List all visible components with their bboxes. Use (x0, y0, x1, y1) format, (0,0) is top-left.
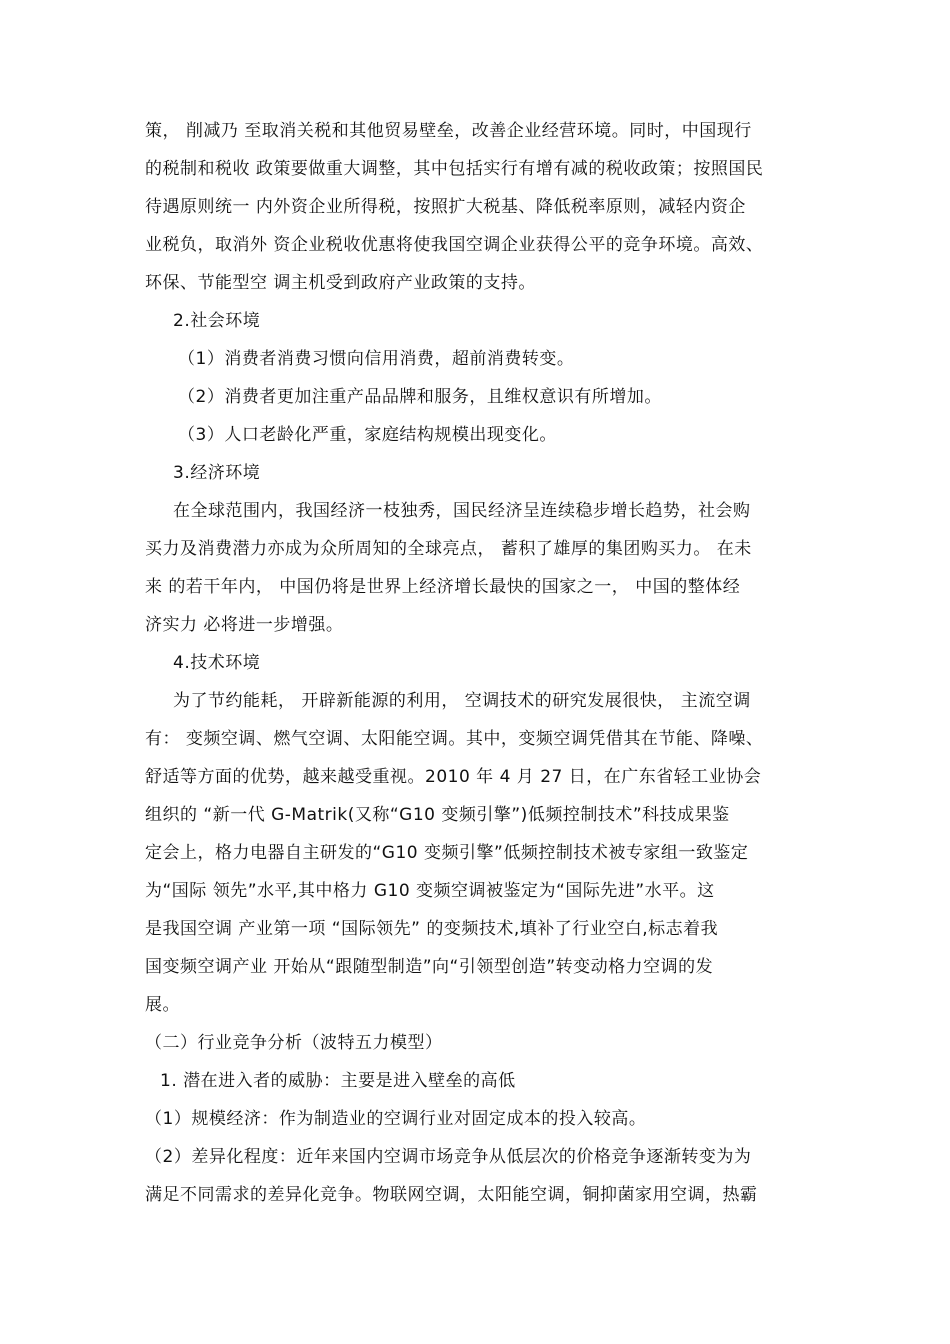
text-line: 买力及消费潜力亦成为众所周知的全球亮点， 蓄积了雄厚的集团购买力。 在未 (145, 539, 752, 559)
text-line: 展。 (145, 995, 180, 1015)
text-line: 济实力 必将进一步增强。 (145, 615, 344, 635)
text-line: 舒适等方面的优势，越来越受重视。2010 年 4 月 27 日，在广东省轻工业协会 (145, 767, 762, 787)
list-item: （2）差异化程度：近年来国内空调市场竞争从低层次的价格竞争逐渐转变为为 (145, 1147, 752, 1167)
list-item: （1）消费者消费习惯向信用消费，超前消费转变。 (178, 349, 575, 369)
text-line: 环保、节能型空 调主机受到政府产业政策的支持。 (145, 273, 536, 293)
section-heading: 3.经济环境 (173, 463, 261, 483)
text-line: 为了节约能耗， 开辟新能源的利用， 空调技术的研究发展很快， 主流空调 (173, 691, 751, 711)
section-heading: 4.技术环境 (173, 653, 261, 673)
text-line: 业税负，取消外 资企业税收优惠将使我国空调企业获得公平的竞争环境。高效、 (145, 235, 764, 255)
text-line: 有： 变频空调、燃气空调、太阳能空调。其中，变频空调凭借其在节能、降噪、 (145, 729, 764, 749)
text-line: 定会上，格力电器自主研发的“G10 变频引擎”低频控制技术被专家组一致鉴定 (145, 843, 749, 863)
text-line: 来 的若干年内， 中国仍将是世界上经济增长最快的国家之一， 中国的整体经 (145, 577, 741, 597)
section-heading: 2.社会环境 (173, 311, 261, 331)
text-line: 国变频空调产业 开始从“跟随型制造”向“引领型创造”转变动格力空调的发 (145, 957, 714, 977)
subsection-heading: 1. 潜在进入者的威胁：主要是进入壁垒的高低 (160, 1071, 516, 1091)
text-line: 为“国际 领先”水平,其中格力 G10 变频空调被鉴定为“国际先进”水平。这 (145, 881, 715, 901)
list-item: （2）消费者更加注重产品品牌和服务，且维权意识有所增加。 (178, 387, 662, 407)
section-heading: （二）行业竞争分析（波特五力模型） (145, 1033, 443, 1053)
text-line: 满足不同需求的差异化竞争。物联网空调，太阳能空调，铜抑菌家用空调，热霸 (145, 1185, 758, 1205)
text-line: 待遇原则统一 内外资企业所得税，按照扩大税基、降低税率原则，减轻内资企 (145, 197, 746, 217)
text-line: 策， 削减乃 至取消关税和其他贸易壁垒，改善企业经营环境。同时，中国现行 (145, 121, 752, 141)
text-line: 组织的 “新一代 G-Matrik(又称“G10 变频引擎”)低频控制技术”科技成果鉴 (145, 805, 730, 825)
text-line: 的税制和税收 政策要做重大调整，其中包括实行有增有减的税收政策；按照国民 (145, 159, 764, 179)
list-item: （3）人口老龄化严重，家庭结构规模出现变化。 (178, 425, 557, 445)
text-line: 是我国空调 产业第一项 “国际领先” 的变频技术,填补了行业空白,标志着我 (145, 919, 719, 939)
text-line: 在全球范围内，我国经济一枝独秀，国民经济呈连续稳步增长趋势，社会购 (173, 501, 751, 521)
list-item: （1）规模经济：作为制造业的空调行业对固定成本的投入较高。 (145, 1109, 647, 1129)
